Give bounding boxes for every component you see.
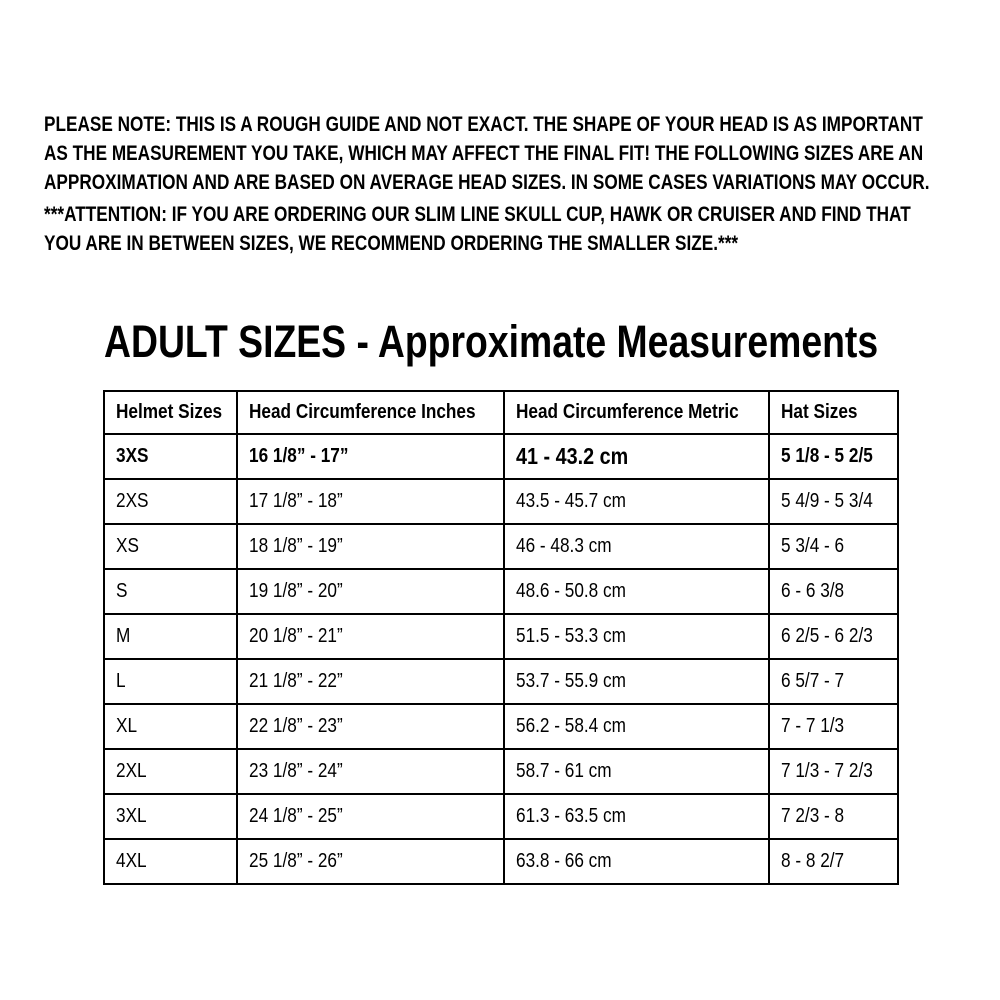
table-row <box>104 434 898 479</box>
table-cell <box>104 479 237 524</box>
column-header-text: Head Circumference Inches <box>249 401 476 423</box>
note-line <box>44 139 1000 168</box>
cell-text: 5 3/4 - 6 <box>781 535 845 557</box>
cell-text: 4XL <box>116 850 147 872</box>
table-row <box>104 749 898 794</box>
table-cell <box>237 479 504 524</box>
attention-line-text: YOU ARE IN BETWEEN SIZES, WE RECOMMEND ORDERING THE SMALLER SIZE.*** <box>44 231 739 255</box>
table-row <box>104 659 898 704</box>
column-header <box>769 391 898 434</box>
cell-text: 17 1/8” - 18” <box>249 490 343 512</box>
cell-text: 7 - 7 1/3 <box>781 715 845 737</box>
cell-text: 20 1/8” - 21” <box>249 625 343 647</box>
cell-text: 43.5 - 45.7 cm <box>516 490 626 512</box>
cell-text: 16 1/8” - 17” <box>249 445 349 467</box>
note-line-text: APPROXIMATION AND ARE BASED ON AVERAGE HEAD SIZES. IN SOME CASES VARIATIONS MAY OCCUR. <box>44 170 930 194</box>
table-cell <box>769 569 898 614</box>
column-header-text: Hat Sizes <box>781 401 858 423</box>
table-cell <box>104 794 237 839</box>
cell-text: 6 - 6 3/8 <box>781 580 845 602</box>
table-cell <box>769 659 898 704</box>
table-cell <box>769 479 898 524</box>
cell-text: 51.5 - 53.3 cm <box>516 625 626 647</box>
cell-text: 23 1/8” - 24” <box>249 760 343 782</box>
table-cell <box>237 839 504 884</box>
cell-text: 7 2/3 - 8 <box>781 805 845 827</box>
attention-paragraph <box>44 200 1000 258</box>
table-cell <box>104 704 237 749</box>
cell-text: 2XL <box>116 760 147 782</box>
table-cell <box>504 659 769 704</box>
cell-text: 61.3 - 63.5 cm <box>516 805 626 827</box>
table-row <box>104 524 898 569</box>
table-cell <box>504 794 769 839</box>
cell-text: 53.7 - 55.9 cm <box>516 670 626 692</box>
table-cell <box>504 704 769 749</box>
table-cell <box>237 659 504 704</box>
note-line-text: PLEASE NOTE: THIS IS A ROUGH GUIDE AND NOT EXACT. THE SHAPE OF YOUR HEAD IS AS IMPORTANT <box>44 112 923 136</box>
table-cell <box>104 524 237 569</box>
page-title <box>104 316 1000 368</box>
column-header-text: Helmet Sizes <box>116 401 223 423</box>
table-cell <box>504 479 769 524</box>
cell-text: XS <box>116 535 139 557</box>
page-title-text: ADULT SIZES - Approximate Measurements <box>104 316 879 367</box>
table-cell <box>769 839 898 884</box>
cell-text: 6 5/7 - 7 <box>781 670 845 692</box>
attention-line-text: ***ATTENTION: IF YOU ARE ORDERING OUR SLIM LINE SKULL CUP, HAWK OR CRUISER AND FIND THAT <box>44 202 911 226</box>
note-line-text: AS THE MEASUREMENT YOU TAKE, WHICH MAY AFFECT THE FINAL FIT! THE FOLLOWING SIZES ARE AN <box>44 141 924 165</box>
column-header-text: Head Circumference Metric <box>516 401 739 423</box>
table-cell <box>104 839 237 884</box>
cell-text: 41 - 43.2 cm <box>516 443 629 469</box>
cell-text: XL <box>116 715 138 737</box>
table-row <box>104 794 898 839</box>
table-row <box>104 614 898 659</box>
cell-text: 3XL <box>116 805 147 827</box>
table-row <box>104 704 898 749</box>
column-header <box>504 391 769 434</box>
table-cell <box>104 749 237 794</box>
table-cell <box>504 749 769 794</box>
cell-text: 25 1/8” - 26” <box>249 850 343 872</box>
cell-text: 6 2/5 - 6 2/3 <box>781 625 873 647</box>
table-cell <box>769 614 898 659</box>
table-cell <box>237 434 504 479</box>
cell-text: M <box>116 625 131 647</box>
attention-line <box>44 229 1000 258</box>
table-row <box>104 839 898 884</box>
table-header-row <box>104 391 898 434</box>
note-line <box>44 110 1000 139</box>
table-row <box>104 569 898 614</box>
table-cell <box>104 659 237 704</box>
table-cell <box>504 614 769 659</box>
table-cell <box>104 569 237 614</box>
attention-line <box>44 200 1000 229</box>
column-header <box>104 391 237 434</box>
note-paragraph <box>44 110 1000 197</box>
cell-text: 56.2 - 58.4 cm <box>516 715 626 737</box>
cell-text: S <box>116 580 128 602</box>
cell-text: 58.7 - 61 cm <box>516 760 612 782</box>
cell-text: 3XS <box>116 445 149 467</box>
table-cell <box>237 794 504 839</box>
cell-text: 19 1/8” - 20” <box>249 580 343 602</box>
note-line <box>44 168 1000 197</box>
cell-text: 48.6 - 50.8 cm <box>516 580 626 602</box>
cell-text: 7 1/3 - 7 2/3 <box>781 760 873 782</box>
table-cell <box>769 704 898 749</box>
table-cell <box>504 524 769 569</box>
table-cell <box>237 614 504 659</box>
table-cell <box>504 569 769 614</box>
cell-text: 22 1/8” - 23” <box>249 715 343 737</box>
cell-text: 24 1/8” - 25” <box>249 805 343 827</box>
cell-text: 63.8 - 66 cm <box>516 850 612 872</box>
adult-sizes-table <box>103 390 899 885</box>
table-cell <box>504 839 769 884</box>
table-cell <box>769 524 898 569</box>
cell-text: 5 1/8 - 5 2/5 <box>781 445 873 467</box>
cell-text: 2XS <box>116 490 149 512</box>
table-cell <box>769 794 898 839</box>
table-cell <box>237 524 504 569</box>
table-cell <box>504 434 769 479</box>
table-cell <box>769 749 898 794</box>
cell-text: 21 1/8” - 22” <box>249 670 343 692</box>
cell-text: 8 - 8 2/7 <box>781 850 845 872</box>
cell-text: L <box>116 670 126 692</box>
column-header <box>237 391 504 434</box>
table-cell <box>104 614 237 659</box>
table-cell <box>769 434 898 479</box>
cell-text: 5 4/9 - 5 3/4 <box>781 490 873 512</box>
cell-text: 18 1/8” - 19” <box>249 535 343 557</box>
table-cell <box>237 569 504 614</box>
table-cell <box>237 704 504 749</box>
table-row <box>104 479 898 524</box>
table-cell <box>237 749 504 794</box>
table-cell <box>104 434 237 479</box>
cell-text: 46 - 48.3 cm <box>516 535 612 557</box>
